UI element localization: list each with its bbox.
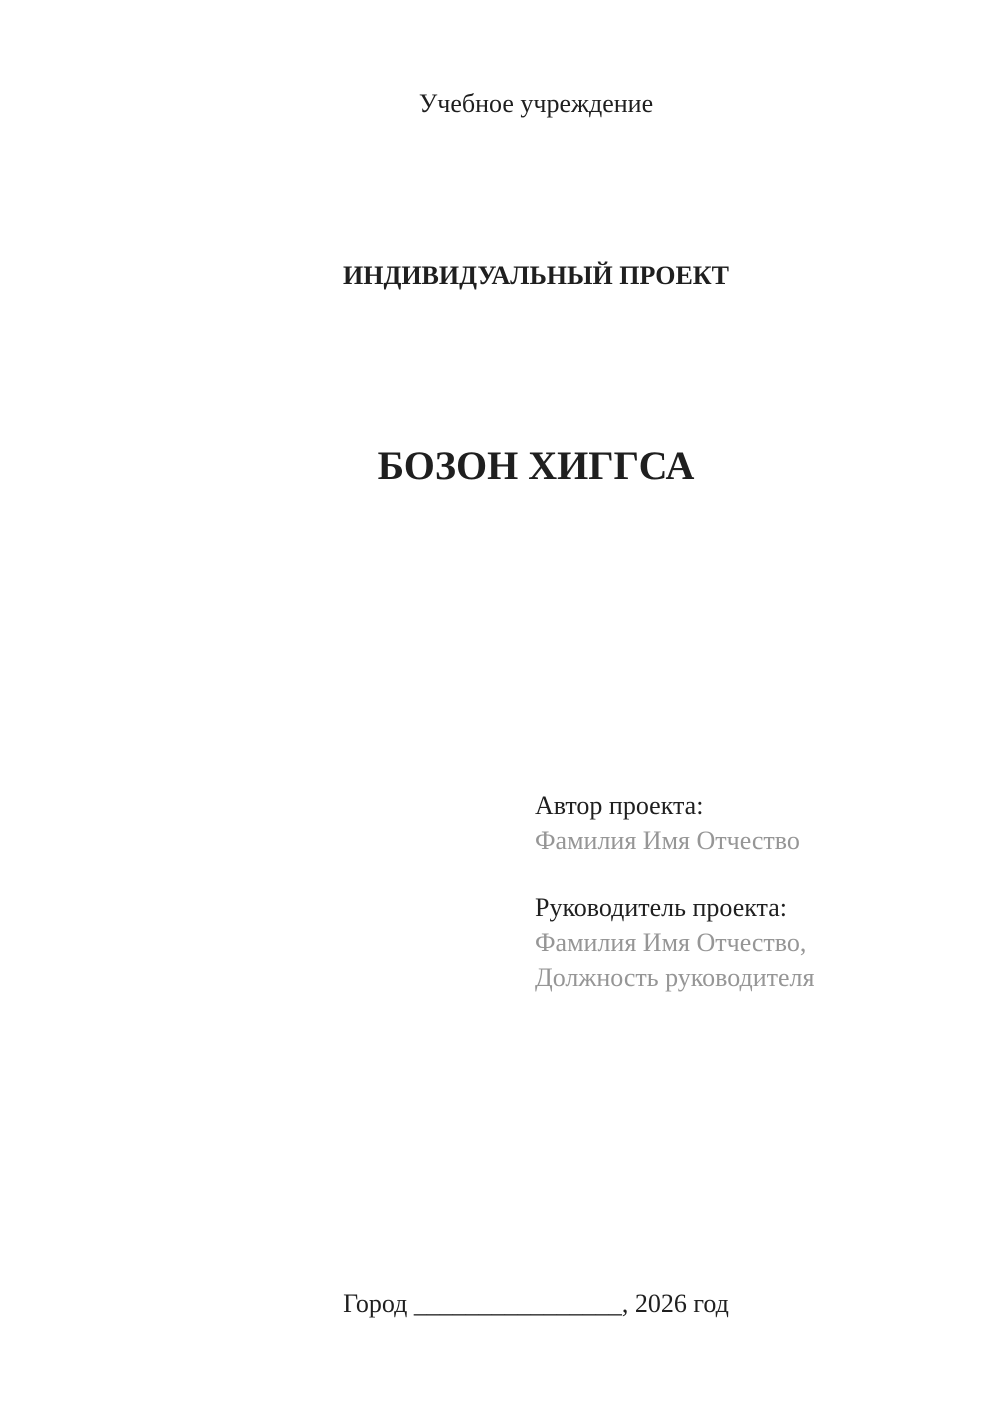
supervisor-name-placeholder: Фамилия Имя Отчество, — [535, 928, 807, 957]
credits-gap — [535, 858, 814, 890]
supervisor-position-placeholder: Должность руководителя — [535, 963, 815, 992]
document-title: БОЗОН ХИГГСА — [377, 443, 695, 488]
author-name-placeholder: Фамилия Имя Отчество — [535, 826, 800, 855]
credits-block — [535, 788, 814, 995]
supervisor-label: Руководитель проекта: — [535, 893, 788, 922]
author-label: Автор проекта: — [535, 791, 704, 820]
project-type-heading: ИНДИВИДУАЛЬНЫЙ ПРОЕКТ — [343, 261, 729, 290]
institution-line: Учебное учреждение — [418, 89, 654, 118]
city-year-line: Город ________________, 2026 год — [343, 1289, 729, 1318]
